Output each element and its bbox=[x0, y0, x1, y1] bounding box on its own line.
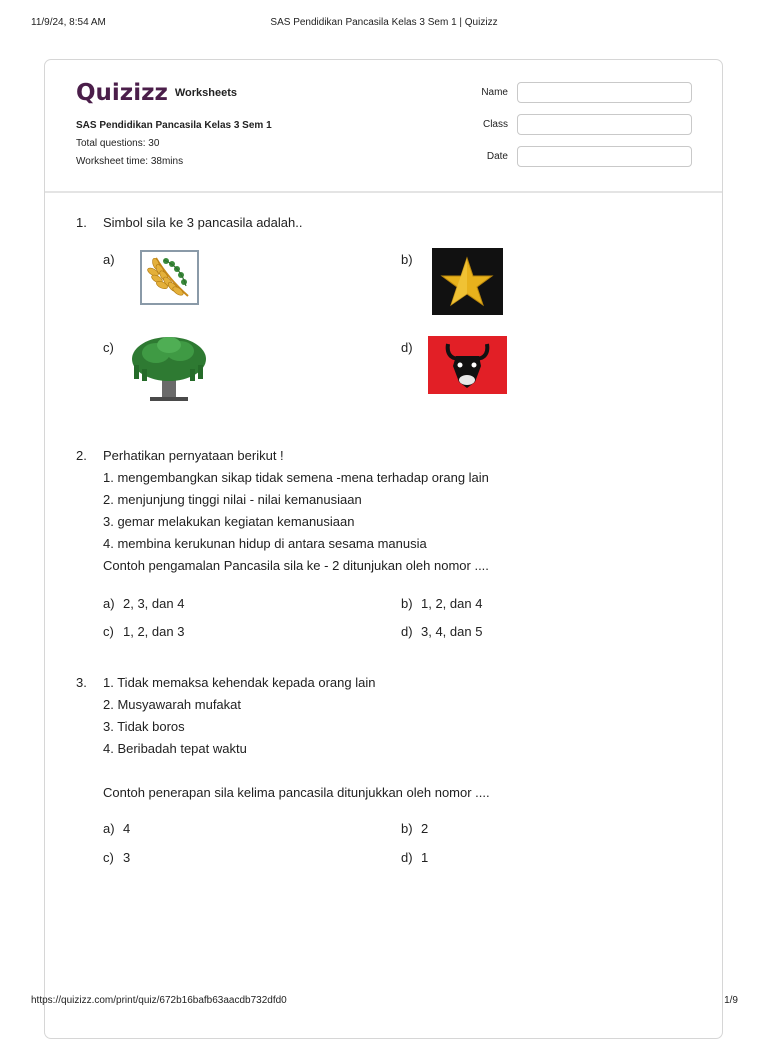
logo-text: Quizizz bbox=[76, 80, 168, 106]
question-text: Simbol sila ke 3 pancasila adalah.. bbox=[103, 215, 303, 230]
question-statement: 3. Tidak boros bbox=[103, 719, 185, 734]
print-footer-page: 1/9 bbox=[724, 995, 738, 1006]
worksheet-time: Worksheet time: 38mins bbox=[76, 156, 184, 167]
option-text: 3 bbox=[123, 850, 131, 865]
q1-option-d[interactable] bbox=[401, 340, 421, 356]
question-statement: 4. membina kerukunan hidup di antara sesama manusia bbox=[103, 536, 427, 551]
option-text: 4 bbox=[123, 821, 131, 836]
option-letter: c) bbox=[103, 624, 114, 639]
option-letter: b) bbox=[401, 252, 413, 267]
print-footer-url: https://quizizz.com/print/quiz/672b16bafb63aacdb732dfd0 bbox=[31, 995, 287, 1006]
question-statement: 2. menjunjung tinggi nilai - nilai kemanusiaan bbox=[103, 492, 362, 507]
q2-option-d[interactable] bbox=[401, 624, 482, 640]
option-letter: a) bbox=[103, 252, 115, 267]
logo-subtitle: Worksheets bbox=[174, 87, 238, 99]
q1-option-a[interactable] bbox=[103, 252, 123, 268]
option-letter: c) bbox=[103, 850, 114, 865]
worksheet-title: SAS Pendidikan Pancasila Kelas 3 Sem 1 bbox=[76, 120, 272, 131]
option-letter: d) bbox=[401, 624, 413, 639]
quizizz-logo bbox=[76, 80, 237, 106]
banyan-tree-icon bbox=[130, 335, 208, 403]
q3-option-c[interactable] bbox=[103, 850, 130, 866]
star-icon bbox=[432, 248, 503, 315]
worksheet-header bbox=[45, 60, 722, 193]
name-field[interactable] bbox=[517, 82, 692, 103]
question-statement: 3. gemar melakukan kegiatan kemanusiaan bbox=[103, 514, 355, 529]
option-text: 2, 3, dan 4 bbox=[123, 596, 185, 611]
print-header-datetime: 11/9/24, 8:54 AM bbox=[31, 17, 106, 28]
option-text: 1 bbox=[421, 850, 429, 865]
print-header-title: SAS Pendidikan Pancasila Kelas 3 Sem 1 | Quizizz bbox=[270, 17, 498, 28]
option-letter: d) bbox=[401, 340, 413, 355]
question-statement: 4. Beribadah tepat waktu bbox=[103, 741, 247, 756]
option-letter: b) bbox=[401, 596, 413, 611]
option-letter: a) bbox=[103, 821, 115, 836]
option-text: 1, 2, dan 3 bbox=[123, 624, 185, 639]
class-field[interactable] bbox=[517, 114, 692, 135]
total-questions: Total questions: 30 bbox=[76, 138, 160, 149]
blank-line bbox=[103, 760, 663, 782]
q3-option-b[interactable] bbox=[401, 821, 428, 837]
bull-head-icon bbox=[428, 336, 507, 394]
option-text: 3, 4, dan 5 bbox=[421, 624, 483, 639]
class-label: Class bbox=[482, 119, 508, 130]
date-field[interactable] bbox=[517, 146, 692, 167]
date-label: Date bbox=[486, 151, 508, 162]
question-prompt: Contoh pengamalan Pancasila sila ke - 2 ditunjukan oleh nomor .... bbox=[103, 558, 489, 573]
question-statement: 1. Tidak memaksa kehendak kepada orang lain bbox=[103, 675, 376, 690]
option-text: 2 bbox=[421, 821, 429, 836]
question-number: 1. bbox=[76, 215, 87, 230]
option-text: 1, 2, dan 4 bbox=[421, 596, 483, 611]
question-statement: 1. mengembangkan sikap tidak semena -mena terhadap orang lain bbox=[103, 470, 489, 485]
q2-option-a[interactable] bbox=[103, 596, 184, 612]
q1-option-b[interactable] bbox=[401, 252, 421, 268]
q2-option-b[interactable] bbox=[401, 596, 482, 612]
option-letter: b) bbox=[401, 821, 413, 836]
q3-option-d[interactable] bbox=[401, 850, 428, 866]
q3-option-a[interactable] bbox=[103, 821, 130, 837]
rice-cotton-icon bbox=[140, 250, 199, 305]
q2-option-c[interactable] bbox=[103, 624, 184, 640]
option-letter: d) bbox=[401, 850, 413, 865]
q1-option-c[interactable] bbox=[103, 340, 123, 356]
question-number: 2. bbox=[76, 448, 87, 463]
question-text: Perhatikan pernyataan berikut ! bbox=[103, 448, 284, 463]
option-letter: a) bbox=[103, 596, 115, 611]
question-statement: 2. Musyawarah mufakat bbox=[103, 697, 242, 712]
option-letter: c) bbox=[103, 340, 114, 355]
question-number: 3. bbox=[76, 675, 87, 690]
question-prompt: Contoh penerapan sila kelima pancasila ditunjukkan oleh nomor .... bbox=[103, 785, 490, 800]
name-label: Name bbox=[481, 87, 508, 98]
